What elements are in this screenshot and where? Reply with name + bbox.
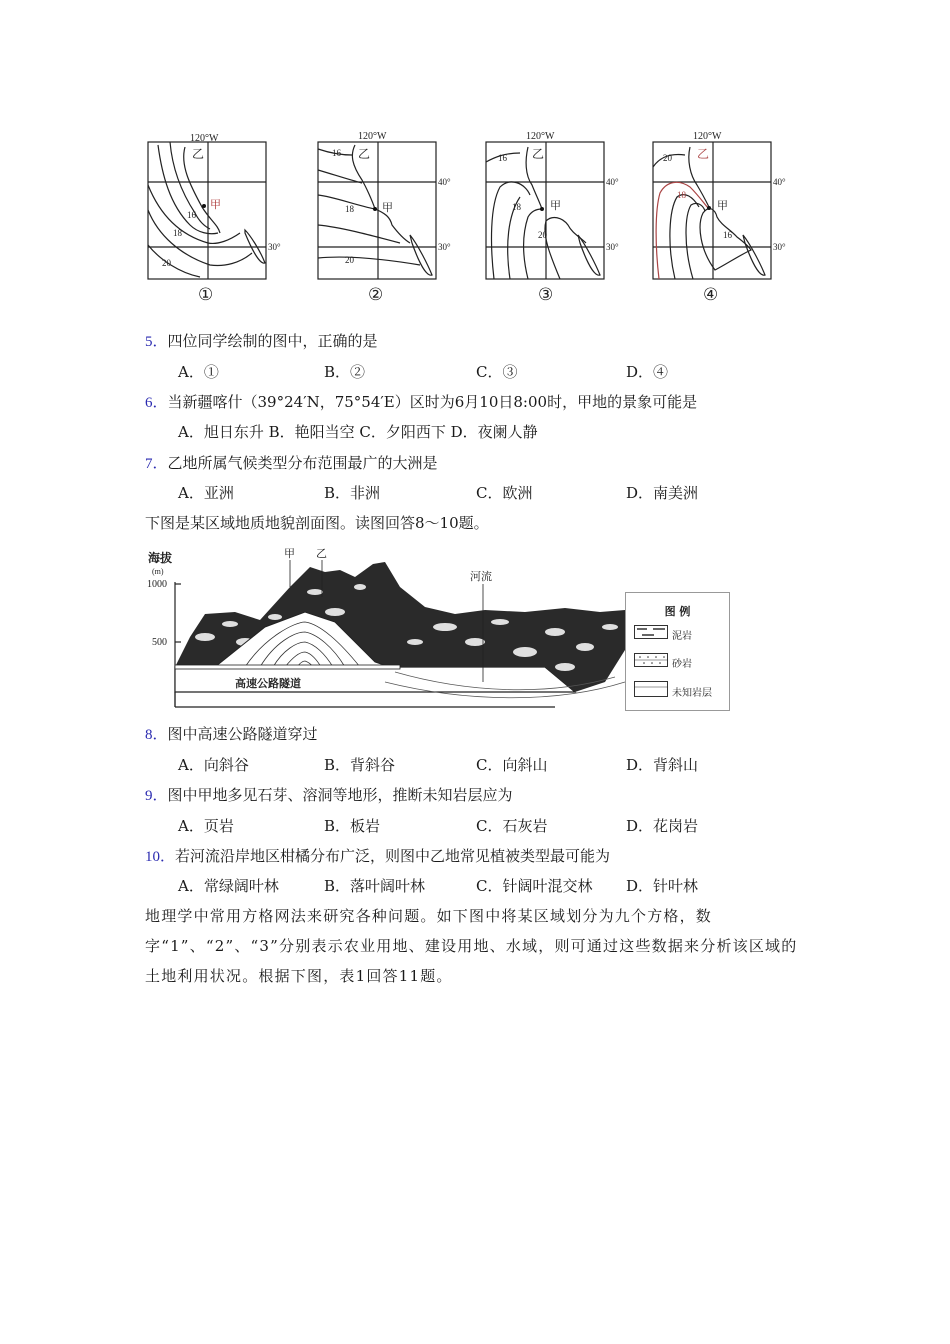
option-a: A．页岩 bbox=[178, 817, 234, 835]
question-text: 图中甲地多见石芽、溶洞等地形，推断未知岩层应为 bbox=[167, 786, 513, 804]
svg-text:1000: 1000 bbox=[147, 579, 167, 590]
svg-text:乙: 乙 bbox=[192, 147, 205, 161]
svg-text:18: 18 bbox=[677, 190, 686, 200]
svg-text:甲: 甲 bbox=[550, 200, 561, 212]
svg-text:20: 20 bbox=[538, 230, 547, 240]
question-text: 若河流沿岸地区柑橘分布广泛，则图中乙地常见植被类型最可能为 bbox=[175, 847, 611, 865]
svg-text:120°W: 120°W bbox=[693, 131, 722, 142]
svg-text:甲: 甲 bbox=[717, 200, 728, 212]
option-d: D．背斜山 bbox=[626, 756, 699, 774]
legend-item-mudstone: 泥岩 bbox=[672, 631, 692, 642]
option-d: D．花岗岩 bbox=[626, 817, 699, 835]
option-b: B．② bbox=[324, 363, 366, 381]
svg-text:乙: 乙 bbox=[697, 147, 710, 161]
svg-text:甲: 甲 bbox=[210, 199, 221, 211]
legend-title: 图 例 bbox=[664, 605, 691, 618]
svg-text:16: 16 bbox=[723, 230, 732, 240]
option-b: B．落叶阔叶林 bbox=[324, 877, 426, 895]
svg-text:河流: 河流 bbox=[470, 571, 492, 583]
option-b: B．非洲 bbox=[324, 484, 381, 502]
option-d: D．南美洲 bbox=[626, 484, 699, 502]
question-text: 乙地所属气候类型分布范围最广的大洲是 bbox=[167, 454, 438, 472]
question-number: 10． bbox=[145, 849, 176, 865]
question-number: 6． bbox=[145, 395, 168, 411]
svg-text:120°W: 120°W bbox=[358, 131, 387, 142]
svg-text:120°W: 120°W bbox=[526, 131, 555, 142]
svg-text:乙: 乙 bbox=[316, 548, 327, 560]
question-number: 9． bbox=[145, 788, 168, 804]
svg-text:乙: 乙 bbox=[532, 147, 545, 161]
isotherm-map-3-graphic bbox=[480, 125, 645, 285]
question-number: 7． bbox=[145, 456, 168, 472]
map-panel-4-label: ④ bbox=[703, 285, 719, 305]
option-a: A．向斜谷 bbox=[178, 756, 249, 774]
option-c: C．欧洲 bbox=[476, 484, 533, 502]
svg-text:16: 16 bbox=[187, 210, 196, 220]
question-number: 5． bbox=[145, 334, 168, 350]
legend bbox=[625, 592, 730, 711]
svg-text:30°: 30° bbox=[438, 242, 451, 252]
question-11-intro-paragraph: 地理学中常用方格网法来研究各种问题。如下图中将某区域划分为九个方格，数字“1”、“2”、“3”分别表示农业用地、建设用地、水域，则可通过这些数据来分析该区域的土地利用状况。根据下图，表1回答11题。 bbox=[145, 907, 798, 985]
svg-text:乙: 乙 bbox=[358, 147, 371, 161]
option-c: C．石灰岩 bbox=[476, 817, 548, 835]
svg-text:40°: 40° bbox=[438, 177, 451, 187]
svg-text:甲: 甲 bbox=[382, 202, 393, 214]
svg-text:16: 16 bbox=[498, 153, 507, 163]
svg-text:高速公路隧道: 高速公路隧道 bbox=[235, 678, 301, 690]
isotherm-map-1-graphic bbox=[140, 125, 300, 285]
map-panel-2 bbox=[310, 125, 475, 310]
svg-text:18: 18 bbox=[512, 202, 521, 212]
option-b: B．板岩 bbox=[324, 817, 381, 835]
svg-text:16: 16 bbox=[332, 148, 341, 158]
question-number: 8． bbox=[145, 727, 168, 743]
isotherm-map-4-graphic bbox=[645, 125, 805, 285]
svg-text:甲: 甲 bbox=[284, 548, 295, 560]
map-panel-4 bbox=[645, 125, 805, 310]
isotherm-maps-figure bbox=[140, 125, 800, 310]
legend-swatches bbox=[634, 625, 668, 701]
svg-text:40°: 40° bbox=[773, 177, 786, 187]
svg-text:30°: 30° bbox=[268, 242, 281, 252]
question-text: 当新疆喀什（39°24′N，75°54′E）区时为6月10日8:00时，甲地的景象可能是 bbox=[167, 393, 698, 411]
svg-text:20: 20 bbox=[663, 153, 672, 163]
map-panel-3-label: ③ bbox=[538, 285, 554, 305]
svg-text:海拔: 海拔 bbox=[148, 551, 173, 565]
option-a: A．① bbox=[178, 363, 219, 381]
map-panel-2-label: ② bbox=[368, 285, 384, 305]
question-text: 四位同学绘制的图中，正确的是 bbox=[167, 332, 378, 350]
svg-text:20: 20 bbox=[162, 258, 171, 268]
option-c: C．向斜山 bbox=[476, 756, 548, 774]
svg-text:30°: 30° bbox=[606, 242, 619, 252]
legend-item-unknown-rock: 未知岩层 bbox=[672, 688, 712, 699]
svg-text:500: 500 bbox=[152, 637, 167, 648]
question-8 bbox=[145, 724, 318, 745]
svg-text:(m): (m) bbox=[152, 567, 164, 576]
option-a: A．亚洲 bbox=[178, 484, 234, 502]
legend-item-sandstone: 砂岩 bbox=[672, 659, 692, 670]
svg-text:20: 20 bbox=[345, 255, 354, 265]
map-panel-1 bbox=[140, 125, 300, 310]
question-7 bbox=[145, 453, 438, 474]
map-panel-1-label: ① bbox=[198, 285, 214, 305]
svg-text:120°W: 120°W bbox=[190, 133, 219, 144]
svg-text:18: 18 bbox=[345, 204, 354, 214]
question-5 bbox=[145, 331, 378, 352]
question-6 bbox=[145, 392, 697, 413]
svg-text:18: 18 bbox=[173, 228, 182, 238]
question-text: 图中高速公路隧道穿过 bbox=[167, 725, 318, 743]
option-b: B．背斜谷 bbox=[324, 756, 396, 774]
options-inline: A．旭日东升 B．艳阳当空 C．夕阳西下 D．夜阑人静 bbox=[178, 423, 538, 441]
isotherm-map-2-graphic bbox=[310, 125, 475, 285]
map-panel-3 bbox=[480, 125, 645, 310]
intro-8-10: 下图是某区域地质地貌剖面图。读图回答8～10题。 bbox=[145, 514, 489, 532]
option-c: C．针阔叶混交林 bbox=[476, 877, 593, 895]
question-9 bbox=[145, 785, 513, 806]
option-d: D．针叶林 bbox=[626, 877, 699, 895]
option-d: D．④ bbox=[626, 363, 669, 381]
option-a: A．常绿阔叶林 bbox=[178, 877, 279, 895]
geological-profile-figure bbox=[145, 542, 740, 714]
svg-text:30°: 30° bbox=[773, 242, 786, 252]
option-c: C．③ bbox=[476, 363, 518, 381]
svg-text:40°: 40° bbox=[606, 177, 619, 187]
question-10 bbox=[145, 846, 610, 867]
